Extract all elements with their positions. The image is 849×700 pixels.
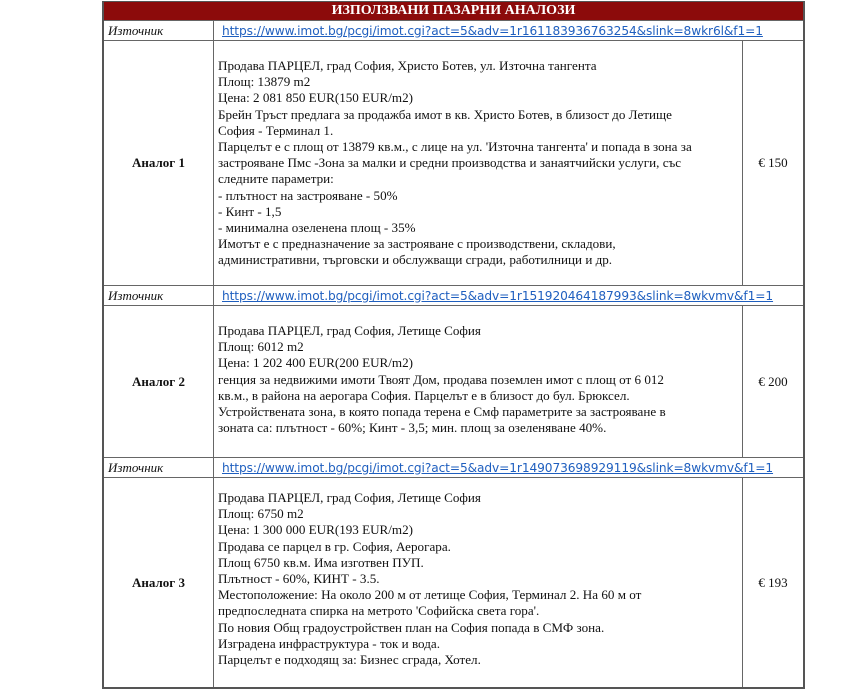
description-line: Цена: 1 202 400 EUR(200 EUR/m2) bbox=[218, 355, 414, 371]
table-title-text: ИЗПОЛЗВАНИ ПАЗАРНИ АНАЛОЗИ bbox=[331, 3, 576, 18]
description-line: - минимална озеленена площ - 35% bbox=[218, 220, 416, 236]
description-line: Продава ПАРЦЕЛ, град София, Летище София bbox=[218, 323, 481, 338]
analog-row-3 bbox=[104, 478, 803, 687]
analog-description bbox=[214, 41, 743, 285]
source-link-2[interactable]: https://www.imot.bg/pcgi/imot.cgi?act=5&adv=1r151920464187993&slink=8wkvmv&f1=1 bbox=[222, 288, 774, 303]
description-line: застрояване Пмс -Зона за малки и средни производства и занаятчийски услуги, със bbox=[218, 155, 682, 171]
description-line: По новия Общ градоустройствен план на София попада в СМФ зона. bbox=[218, 619, 605, 635]
description-line: зоната са: плътност - 60%; Кинт - 3,5; мин. площ за озеленяване 40%. bbox=[218, 420, 607, 436]
analog-description bbox=[214, 306, 743, 457]
description-line: Имотът е с предназначение за застрояване с производствени, складови, bbox=[218, 236, 616, 252]
description-line: Изградена инфраструктура - ток и вода. bbox=[218, 635, 440, 651]
description-line: - Кинт - 1,5 bbox=[218, 203, 282, 219]
description-line: Плътност - 60%, КИНТ - 3.5. bbox=[218, 571, 380, 587]
description-line: - плътност на застрояване - 50% bbox=[218, 187, 398, 203]
description-line: Площ: 6012 m2 bbox=[218, 339, 304, 355]
market-analyses-table bbox=[102, 1, 805, 689]
description-line: административни, търговски и обслужващи сгради, работилници и др. bbox=[218, 252, 613, 268]
description-line: Парцелът е с площ от 13879 кв.м., с лице на ул. 'Източна тангента' и попада в зона за bbox=[218, 139, 692, 155]
description-line: предпоследната спирка на метрото 'Софийска света гора'. bbox=[218, 603, 540, 619]
source-link-1[interactable]: https://www.imot.bg/pcgi/imot.cgi?act=5&adv=1r161183936763254&slink=8wkr6l&f1=1 bbox=[222, 23, 763, 38]
description-line: Площ: 13879 m2 bbox=[218, 74, 311, 90]
source-row-3 bbox=[104, 458, 803, 478]
description-line: Продава ПАРЦЕЛ, град София, Христо Ботев, ул. Източна тангента bbox=[218, 58, 597, 73]
source-label: Източник bbox=[104, 286, 214, 305]
analog-name: Аналог 2 bbox=[104, 306, 214, 457]
description-line: Местоположение: На около 200 м от летище София, Терминал 2. На 60 м от bbox=[218, 587, 642, 603]
description-line: следните параметри: bbox=[218, 171, 334, 187]
analog-price: € 200 bbox=[758, 373, 788, 389]
description-line: Площ: 6750 m2 bbox=[218, 506, 304, 522]
analog-description bbox=[214, 478, 743, 687]
source-row-1 bbox=[104, 21, 803, 41]
analog-row-1 bbox=[104, 41, 803, 286]
description-line: Площ 6750 кв.м. Има изготвен ПУП. bbox=[218, 554, 424, 570]
analog-price: € 150 bbox=[758, 155, 788, 170]
description-line: Продава ПАРЦЕЛ, град София, Летище София bbox=[218, 490, 481, 505]
analog-name: Аналог 1 bbox=[104, 41, 214, 285]
analog-name: Аналог 3 bbox=[104, 478, 214, 687]
description-line: генция за недвижими имоти Твоят Дом, продава поземлен имот с площ от 6 012 bbox=[218, 371, 664, 387]
source-row-2 bbox=[104, 286, 803, 306]
description-line: Устройствената зона, в която попада терена е Смф параметрите за застрояване в bbox=[218, 404, 666, 420]
description-line: Цена: 1 300 000 EUR(193 EUR/m2) bbox=[218, 522, 414, 538]
table-title bbox=[104, 2, 803, 21]
description-line: София - Терминал 1. bbox=[218, 122, 334, 138]
analog-price: € 193 bbox=[758, 574, 788, 590]
description-line: Брейн Тръст предлага за продажба имот в кв. Христо Ботев, в близост до Летище bbox=[218, 106, 672, 122]
description-line: Продава се парцел в гр. София, Аерогара. bbox=[218, 538, 451, 554]
description-line: кв.м., в района на аерогара София. Парцелът е в близост до бул. Брюксел. bbox=[218, 387, 630, 403]
source-label: Източник bbox=[104, 458, 214, 477]
source-link-3[interactable]: https://www.imot.bg/pcgi/imot.cgi?act=5&adv=1r149073698929119&slink=8wkvmv&f1=1 bbox=[222, 460, 774, 475]
source-label: Източник bbox=[104, 21, 214, 40]
description-line: Цена: 2 081 850 EUR(150 EUR/m2) bbox=[218, 90, 414, 106]
analog-row-2 bbox=[104, 306, 803, 458]
description-line: Парцелът е подходящ за: Бизнес сграда, Хотел. bbox=[218, 652, 481, 668]
